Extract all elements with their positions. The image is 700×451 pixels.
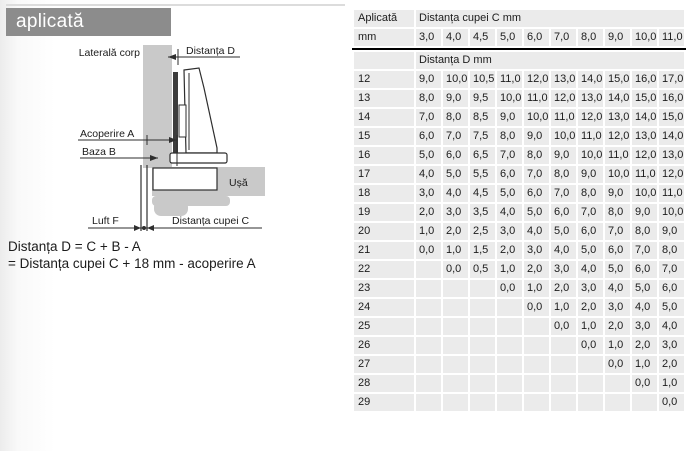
- cell-value: 1,0: [632, 356, 657, 373]
- cell-value: [497, 337, 522, 354]
- cell-value: [416, 280, 441, 297]
- cell-value: 13,0: [605, 109, 630, 126]
- cell-value: 6,5: [470, 147, 495, 164]
- cell-value: [416, 375, 441, 392]
- cell-value: 12,0: [551, 90, 576, 107]
- cell-value: 8,0: [524, 147, 549, 164]
- cell-value: [497, 356, 522, 373]
- cell-value: 4,0: [659, 318, 684, 335]
- table-row: [354, 261, 684, 278]
- c-value-cell: 11,0: [659, 29, 684, 46]
- cell-value: 10,0: [605, 166, 630, 183]
- cell-value: 7,0: [659, 261, 684, 278]
- c-value-cell: 8,0: [578, 29, 603, 46]
- cell-value: [578, 394, 603, 411]
- cell-value: [416, 356, 441, 373]
- cell-value: [605, 394, 630, 411]
- cell-value: 3,0: [578, 280, 603, 297]
- arm-boss-shape: [179, 105, 186, 137]
- top-divider: [6, 4, 345, 6]
- cell-value: 12,0: [578, 109, 603, 126]
- table-row: [354, 242, 684, 259]
- row-label: 23: [354, 280, 414, 297]
- side-panel-shape: [143, 45, 172, 168]
- cell-value: 0,0: [551, 318, 576, 335]
- cell-value: 9,0: [578, 166, 603, 183]
- cell-value: [443, 356, 468, 373]
- cell-value: 2,0: [659, 356, 684, 373]
- cell-value: 2,0: [551, 280, 576, 297]
- cell-value: 0,0: [497, 280, 522, 297]
- cell-value: 8,0: [632, 223, 657, 240]
- cell-value: 4,0: [551, 242, 576, 259]
- cup-bulge-tip-shape: [154, 200, 188, 216]
- table-row: [354, 128, 684, 145]
- label-base-b: Baza B: [82, 146, 116, 158]
- cell-value: 9,0: [416, 71, 441, 88]
- cell-value: 2,0: [524, 261, 549, 278]
- cell-value: 12,0: [659, 166, 684, 183]
- c-value-cell: 4,0: [443, 29, 468, 46]
- row-label: 15: [354, 128, 414, 145]
- cell-value: [470, 356, 495, 373]
- cell-value: [470, 375, 495, 392]
- table-row: [354, 71, 684, 88]
- c-value-cell: 5,0: [497, 29, 522, 46]
- cell-value: [524, 375, 549, 392]
- cell-value: 8,0: [659, 242, 684, 259]
- table-row: [354, 394, 684, 411]
- cell-value: 10,0: [578, 147, 603, 164]
- cell-value: 9,5: [470, 90, 495, 107]
- cell-value: 14,0: [578, 71, 603, 88]
- cell-value: 1,0: [524, 280, 549, 297]
- cell-value: 0,0: [578, 337, 603, 354]
- cell-value: 6,0: [443, 147, 468, 164]
- cell-value: 3,0: [605, 299, 630, 316]
- cell-value: 5,0: [632, 280, 657, 297]
- cell-value: 2,5: [470, 223, 495, 240]
- label-door: Ușă: [229, 177, 248, 189]
- cell-value: 2,0: [497, 242, 522, 259]
- gap-f-arrow: [134, 225, 141, 231]
- cell-value: 11,0: [632, 166, 657, 183]
- cell-value: 15,0: [632, 90, 657, 107]
- table-row: [354, 109, 684, 126]
- cell-value: 9,0: [524, 128, 549, 145]
- cell-value: [605, 375, 630, 392]
- cell-value: 15,0: [605, 71, 630, 88]
- row-label: 26: [354, 337, 414, 354]
- label-side-panel: Laterală corp: [78, 47, 140, 59]
- row-label: 21: [354, 242, 414, 259]
- cell-value: 10,0: [632, 185, 657, 202]
- cell-value: 8,5: [470, 109, 495, 126]
- col1-header-line2: mm: [354, 29, 414, 46]
- row-label: 17: [354, 166, 414, 183]
- cell-value: 2,0: [632, 337, 657, 354]
- hinge-flange-shape: [170, 153, 227, 163]
- row-label: 29: [354, 394, 414, 411]
- cell-value: 12,0: [524, 71, 549, 88]
- cell-value: 3,5: [470, 204, 495, 221]
- cell-value: 12,0: [605, 128, 630, 145]
- cell-value: [416, 337, 441, 354]
- sub-header: Distanța D mm: [416, 52, 684, 69]
- cell-value: 6,0: [659, 280, 684, 297]
- cell-value: 2,0: [416, 204, 441, 221]
- page-title: aplicată: [6, 8, 171, 36]
- cell-value: 9,0: [497, 109, 522, 126]
- cell-value: 1,0: [605, 337, 630, 354]
- header-row-1: [354, 10, 684, 27]
- row-label: 16: [354, 147, 414, 164]
- cell-value: [416, 299, 441, 316]
- cell-value: [497, 299, 522, 316]
- cell-value: 10,0: [443, 71, 468, 88]
- cell-value: 7,0: [551, 185, 576, 202]
- cell-value: 14,0: [605, 90, 630, 107]
- cell-value: [524, 394, 549, 411]
- cell-value: 11,0: [551, 109, 576, 126]
- cell-value: 6,0: [524, 185, 549, 202]
- cell-value: [443, 280, 468, 297]
- distance-table-panel: [352, 8, 692, 413]
- cell-value: [470, 299, 495, 316]
- cell-value: 4,0: [578, 261, 603, 278]
- cell-value: 1,0: [551, 299, 576, 316]
- cell-value: 0,0: [416, 242, 441, 259]
- cell-value: 4,0: [443, 185, 468, 202]
- table-row: [354, 90, 684, 107]
- cell-value: [497, 375, 522, 392]
- cell-value: 13,0: [551, 71, 576, 88]
- cell-value: 5,0: [605, 261, 630, 278]
- cell-value: 1,0: [416, 223, 441, 240]
- cell-value: 9,0: [443, 90, 468, 107]
- cell-value: 11,0: [524, 90, 549, 107]
- table-header: [352, 8, 686, 48]
- cell-value: [443, 299, 468, 316]
- cell-value: 1,0: [659, 375, 684, 392]
- cell-value: 6,0: [605, 242, 630, 259]
- table-row: [354, 147, 684, 164]
- cell-value: 2,0: [578, 299, 603, 316]
- cell-value: 7,0: [605, 223, 630, 240]
- cell-value: 11,0: [497, 71, 522, 88]
- cell-value: [470, 318, 495, 335]
- cell-value: 8,0: [551, 166, 576, 183]
- cell-value: 9,0: [605, 185, 630, 202]
- table-row: [354, 280, 684, 297]
- cell-value: 13,0: [659, 147, 684, 164]
- c-value-cell: 3,0: [416, 29, 441, 46]
- cell-value: 8,0: [578, 185, 603, 202]
- formula-block: [8, 238, 338, 272]
- cell-value: 9,0: [551, 147, 576, 164]
- table-row: [354, 204, 684, 221]
- row-label: 14: [354, 109, 414, 126]
- cell-value: 0,0: [659, 394, 684, 411]
- cell-value: [443, 318, 468, 335]
- cell-value: 4,0: [605, 280, 630, 297]
- cell-value: 3,0: [659, 337, 684, 354]
- cell-value: 15,0: [659, 109, 684, 126]
- row-label: 13: [354, 90, 414, 107]
- cell-value: 10,0: [524, 109, 549, 126]
- table-row: [354, 356, 684, 373]
- c-header-row: [354, 29, 684, 46]
- cell-value: [416, 318, 441, 335]
- cell-value: 0,0: [605, 356, 630, 373]
- cell-value: [470, 280, 495, 297]
- cell-value: 0,0: [632, 375, 657, 392]
- cell-value: 16,0: [632, 71, 657, 88]
- cell-value: 3,0: [551, 261, 576, 278]
- cell-value: 12,0: [632, 147, 657, 164]
- cell-value: 14,0: [632, 109, 657, 126]
- cell-value: 5,0: [578, 242, 603, 259]
- cell-value: [551, 337, 576, 354]
- cell-value: 5,5: [470, 166, 495, 183]
- cell-value: 0,5: [470, 261, 495, 278]
- cell-value: 5,0: [524, 204, 549, 221]
- formula-line-2: = Distanța cupei C + 18 mm - acoperire A: [8, 256, 256, 271]
- c-value-cell: 6,0: [524, 29, 549, 46]
- label-distance-d: Distanța D: [186, 45, 236, 57]
- cell-value: 17,0: [659, 71, 684, 88]
- cell-value: 1,0: [578, 318, 603, 335]
- cell-value: 5,0: [416, 147, 441, 164]
- cell-value: 9,0: [659, 223, 684, 240]
- cell-value: 1,0: [443, 242, 468, 259]
- cell-value: 7,0: [416, 109, 441, 126]
- cell-value: [524, 337, 549, 354]
- cell-value: 16,0: [659, 90, 684, 107]
- cell-value: 4,0: [497, 204, 522, 221]
- cell-value: [470, 394, 495, 411]
- cell-value: 3,0: [632, 318, 657, 335]
- cell-value: 8,0: [605, 204, 630, 221]
- cell-value: 8,0: [443, 109, 468, 126]
- row-label: 19: [354, 204, 414, 221]
- c-value-cell: 9,0: [605, 29, 630, 46]
- cell-value: [551, 375, 576, 392]
- c-value-cell: 10,0: [632, 29, 657, 46]
- cell-value: 10,5: [470, 71, 495, 88]
- row-label: 20: [354, 223, 414, 240]
- row-label: 12: [354, 71, 414, 88]
- cell-value: [524, 356, 549, 373]
- cell-value: [497, 318, 522, 335]
- cell-value: 11,0: [578, 128, 603, 145]
- row-label: 18: [354, 185, 414, 202]
- cell-value: 6,0: [416, 128, 441, 145]
- cup-c-arrow: [147, 225, 154, 231]
- table-body: [354, 52, 684, 411]
- cell-value: 0,0: [443, 261, 468, 278]
- cell-value: 8,0: [497, 128, 522, 145]
- cell-value: 7,0: [443, 128, 468, 145]
- cell-value: 10,0: [659, 204, 684, 221]
- cell-value: 1,5: [470, 242, 495, 259]
- c-value-cell: 7,0: [551, 29, 576, 46]
- cell-value: 4,5: [470, 185, 495, 202]
- cell-value: 2,0: [605, 318, 630, 335]
- row-label: 25: [354, 318, 414, 335]
- cell-value: 4,0: [524, 223, 549, 240]
- cell-value: [416, 394, 441, 411]
- cell-value: 3,0: [524, 242, 549, 259]
- cell-value: 7,0: [632, 242, 657, 259]
- table-row: [354, 299, 684, 316]
- cell-value: 11,0: [659, 185, 684, 202]
- cell-value: [443, 337, 468, 354]
- cell-value: 9,0: [632, 204, 657, 221]
- label-gap-f: Luft F: [92, 215, 119, 227]
- formula-line-1: Distanța D = C + B - A: [8, 239, 141, 254]
- cell-value: 7,0: [497, 147, 522, 164]
- c-value-cell: 4,5: [470, 29, 495, 46]
- cell-value: 13,0: [578, 90, 603, 107]
- cell-value: 13,0: [632, 128, 657, 145]
- span-header: Distanța cupei C mm: [416, 10, 684, 27]
- cell-value: 14,0: [659, 128, 684, 145]
- table-row: [354, 375, 684, 392]
- cell-value: [443, 394, 468, 411]
- cell-value: 10,0: [497, 90, 522, 107]
- cell-value: 3,0: [443, 204, 468, 221]
- cell-value: 6,0: [632, 261, 657, 278]
- table-body-wrap: [352, 50, 686, 413]
- cup-cutout-shape: [153, 168, 217, 190]
- row-label: 28: [354, 375, 414, 392]
- cell-value: [632, 394, 657, 411]
- cell-value: 6,0: [497, 166, 522, 183]
- cell-value: 5,0: [659, 299, 684, 316]
- row-label: 22: [354, 261, 414, 278]
- cell-value: [578, 375, 603, 392]
- table-row: [354, 166, 684, 183]
- cell-value: 5,0: [443, 166, 468, 183]
- cell-value: 3,0: [416, 185, 441, 202]
- table-row: [354, 223, 684, 240]
- cell-value: 3,0: [497, 223, 522, 240]
- row-label: 27: [354, 356, 414, 373]
- cell-value: 7,5: [470, 128, 495, 145]
- cell-value: 6,0: [578, 223, 603, 240]
- cell-value: 7,0: [524, 166, 549, 183]
- label-cup-distance-c: Distanța cupei C: [172, 215, 250, 227]
- cell-value: 4,0: [416, 166, 441, 183]
- cell-value: [578, 356, 603, 373]
- hinge-diagram: [0, 40, 350, 240]
- cell-value: 0,0: [524, 299, 549, 316]
- cell-value: 5,0: [497, 185, 522, 202]
- table-row: [354, 337, 684, 354]
- cell-value: 5,0: [551, 223, 576, 240]
- cell-value: 11,0: [605, 147, 630, 164]
- cell-value: 4,0: [632, 299, 657, 316]
- col1-header-line1: Aplicată: [354, 10, 414, 27]
- table-row: [354, 318, 684, 335]
- dim-junction-dot: [142, 226, 146, 230]
- sub-header-row: [354, 52, 684, 69]
- label-overlay-a: Acoperire A: [80, 128, 135, 140]
- cell-value: 10,0: [551, 128, 576, 145]
- cell-value: 7,0: [578, 204, 603, 221]
- table-row: [354, 185, 684, 202]
- cell-value: [416, 261, 441, 278]
- cell-value: [470, 337, 495, 354]
- cell-value: [443, 375, 468, 392]
- cell-value: 6,0: [551, 204, 576, 221]
- cell-value: [551, 356, 576, 373]
- cell-value: 8,0: [416, 90, 441, 107]
- cell-value: [497, 394, 522, 411]
- cell-value: 2,0: [443, 223, 468, 240]
- row-label: 24: [354, 299, 414, 316]
- cell-value: 1,0: [497, 261, 522, 278]
- cell-value: [524, 318, 549, 335]
- sub-header-spacer: [354, 52, 414, 69]
- cell-value: [551, 394, 576, 411]
